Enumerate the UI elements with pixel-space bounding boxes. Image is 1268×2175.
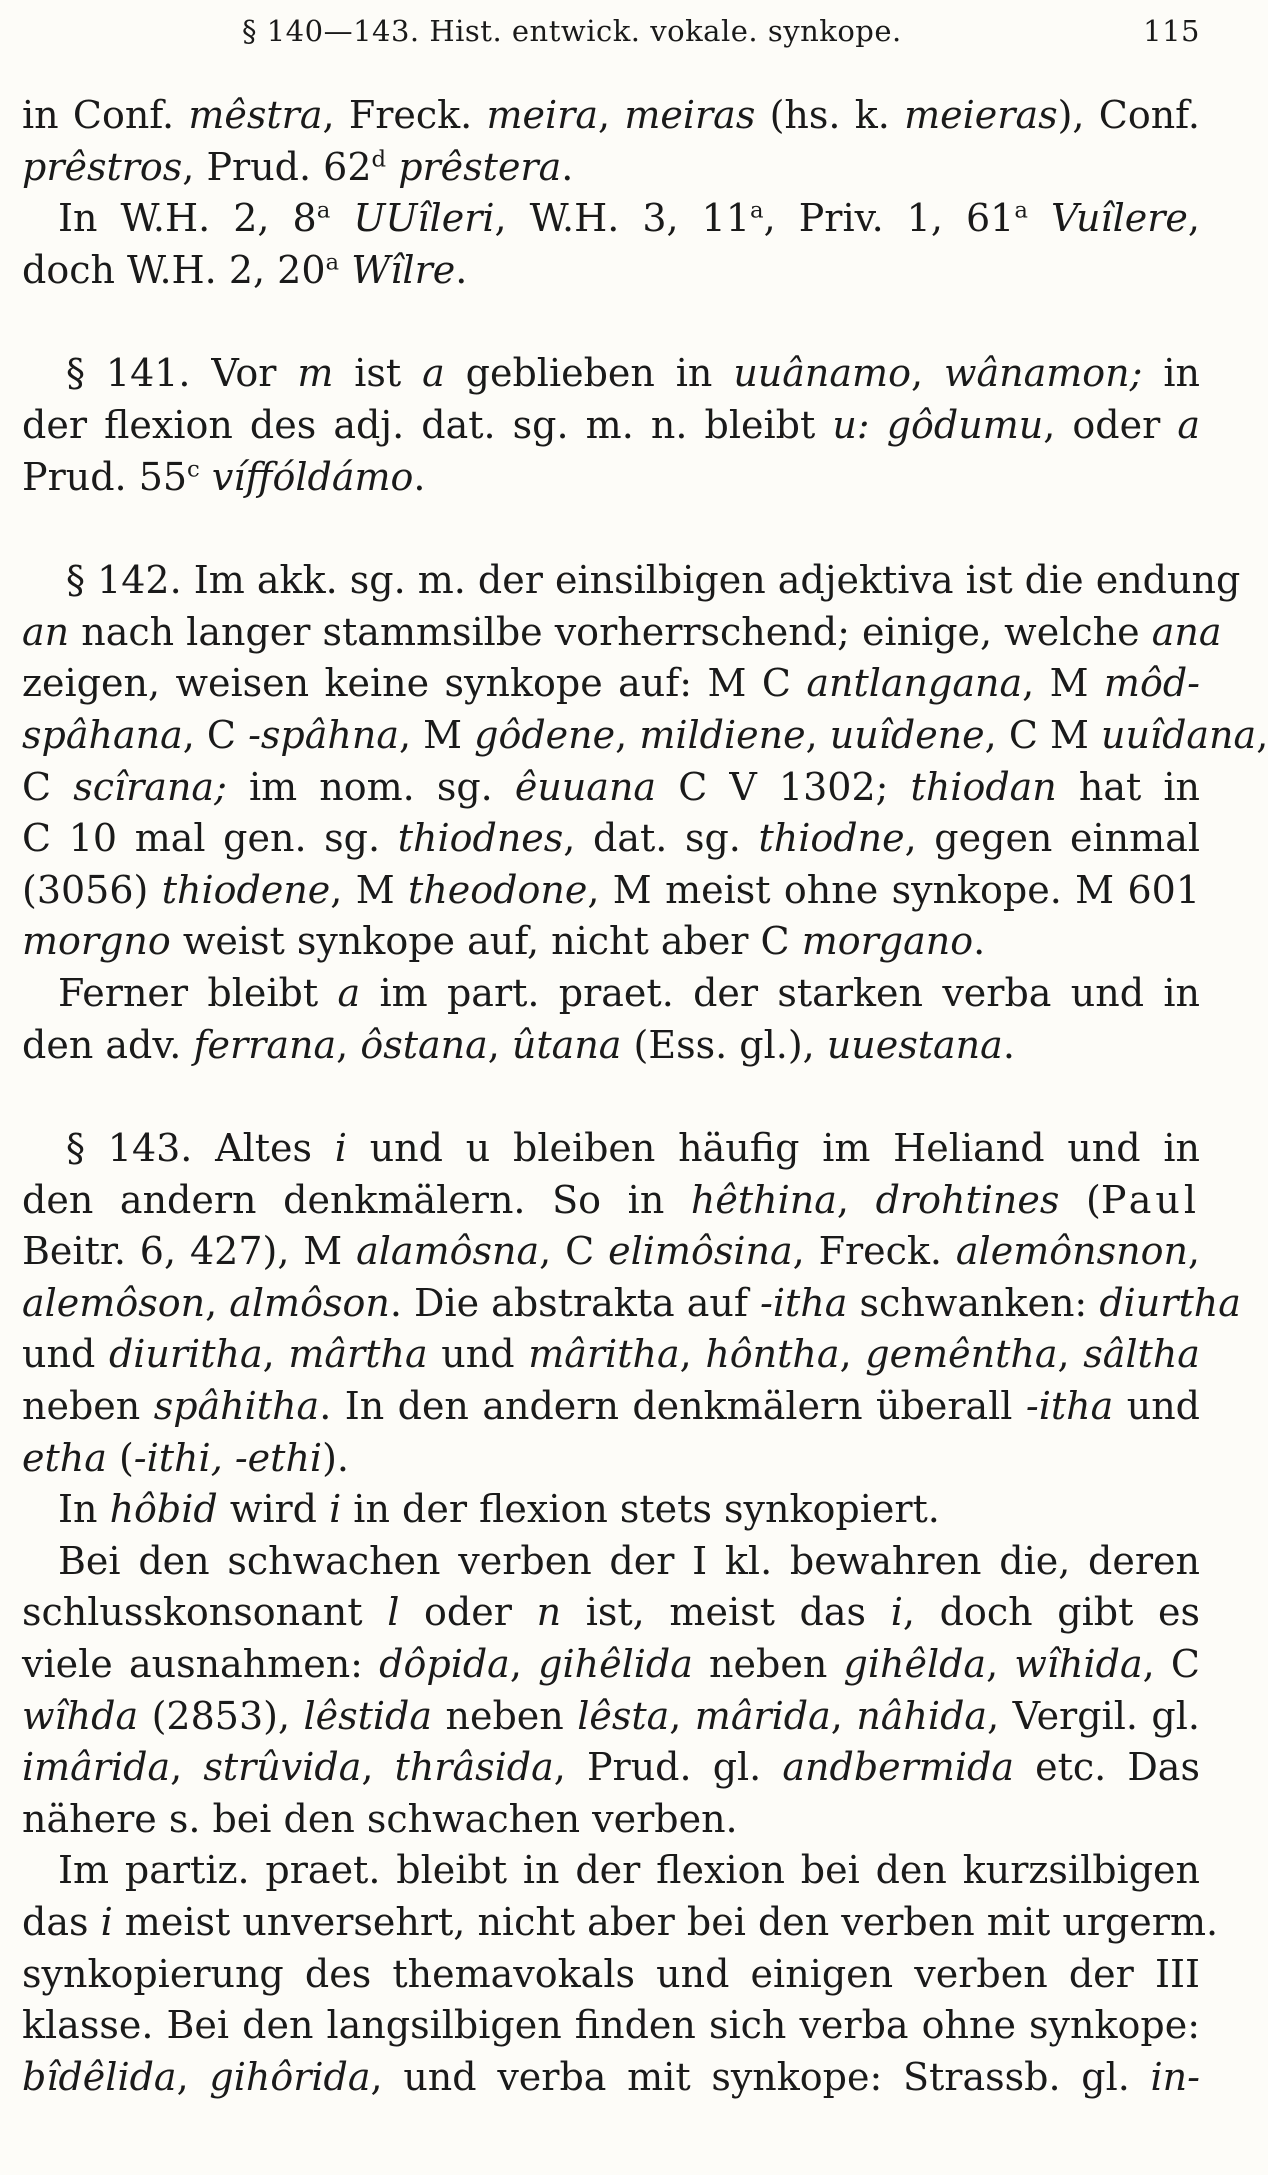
text-line: Prud. 55$^c$ víffóldámo. (22, 454, 426, 499)
paragraph-gap (22, 296, 1200, 348)
text-line: den andern denkmälern. So in hêthina, drohtines (Paul (22, 1177, 1200, 1222)
text-line: § 142. Im akk. sg. m. der einsilbigen adjektiva ist die endung (66, 558, 1241, 603)
text-line: § 143. Altes i und u bleiben häufig im Heliand und in (66, 1126, 1200, 1171)
text-line: etha (-ithi, -ethi). (22, 1435, 349, 1480)
text-line: In W.H. 2, 8$^a$ UUîleri, W.H. 3, 11$^a$, Priv. 1, 61$^a$ Vuîlere, (58, 196, 1200, 241)
body-text (22, 90, 1268, 2103)
text-line: C 10 mal gen. sg. thiodnes, dat. sg. thiodne, gegen einmal (22, 816, 1201, 861)
text-line: prêstros, Prud. 62$^d$ prêstera. (22, 144, 574, 189)
text-line: spâhana, C -spâhna, M gôdene, mildiene, uuîdene, C M uuîdana, (22, 712, 1268, 757)
text-line: bîdêlida, gihôrida, und verba mit synkope: Strassb. gl. in- (22, 2054, 1200, 2099)
text-line: (3056) thiodene, M theodone, M meist ohne synkope. M 601 (22, 867, 1201, 912)
running-head-title: § 140—143. Hist. entwick. vokale. synkope. (242, 14, 902, 48)
text-line: § 141. Vor m ist a geblieben in uuânamo, wânamon; in (66, 351, 1200, 396)
text-line: C scîrana; im nom. sg. êuuana C V 1302; thiodan hat in (22, 764, 1201, 809)
text-line: alemôson, almôson. Die abstrakta auf -itha schwanken: diurtha (22, 1280, 1241, 1325)
text-line: Im partiz. praet. bleibt in der flexion bei den kurzsilbigen (58, 1848, 1200, 1893)
text-line: der flexion des adj. dat. sg. m. n. bleibt u: gôdumu, oder a (22, 402, 1200, 447)
paragraph-gap (22, 503, 1200, 555)
text-line: viele ausnahmen: dôpida, gihêlida neben gihêlda, wîhida, C (22, 1642, 1200, 1687)
book-page (22, 0, 1268, 2175)
text-line: wîhda (2853), lêstida neben lêsta, mârida, nâhida, Vergil. gl. (22, 1693, 1200, 1738)
text-line: schlusskonsonant l oder n ist, meist das i, doch gibt es (22, 1590, 1201, 1635)
text-line: Ferner bleibt a im part. praet. der starken verba und in (58, 970, 1200, 1015)
text-line: doch W.H. 2, 20$^a$ Wîlre. (22, 247, 468, 292)
text-line: nähere s. bei den schwachen verben. (22, 1796, 738, 1841)
text-line: Bei den schwachen verben der I kl. bewahren die, deren (58, 1538, 1200, 1583)
text-line: und diuritha, mârtha und mâritha, hôntha, gemêntha, sâltha (22, 1332, 1200, 1377)
text-line: an nach langer stammsilbe vorherrschend; einige, welche ana (22, 609, 1222, 654)
text-line: Beitr. 6, 427), M alamôsna, C elimôsina, Freck. alemônsnon, (22, 1229, 1201, 1274)
text-line: neben spâhitha. In den andern denkmälern überall -itha und (22, 1384, 1201, 1429)
running-head (22, 14, 1200, 54)
text-line: das i meist unversehrt, nicht aber bei den verben mit urgerm. (22, 1900, 1219, 1944)
text-line: klasse. Bei den langsilbigen finden sich verba ohne synkope: (22, 2003, 1200, 2048)
page-number: 115 (1143, 14, 1200, 48)
paragraph-gap (22, 1071, 1200, 1123)
text-line: zeigen, weisen keine synkope auf: M C antlangana, M môd- (22, 661, 1200, 706)
text-line: synkopierung des themavokals und einigen verben der III (22, 1951, 1200, 1996)
text-line: morgno weist synkope auf, nicht aber C morgano. (22, 919, 986, 964)
text-line: In hôbid wird i in der flexion stets synkopiert. (58, 1487, 940, 1532)
text-line: den adv. ferrana, ôstana, ûtana (Ess. gl.), uuestana. (22, 1022, 1015, 1067)
text-line: imârida, strûvida, thrâsida, Prud. gl. andbermida etc. Das (22, 1745, 1200, 1790)
text-line: in Conf. mêstra, Freck. meira, meiras (hs. k. meieras), Conf. (22, 93, 1200, 137)
